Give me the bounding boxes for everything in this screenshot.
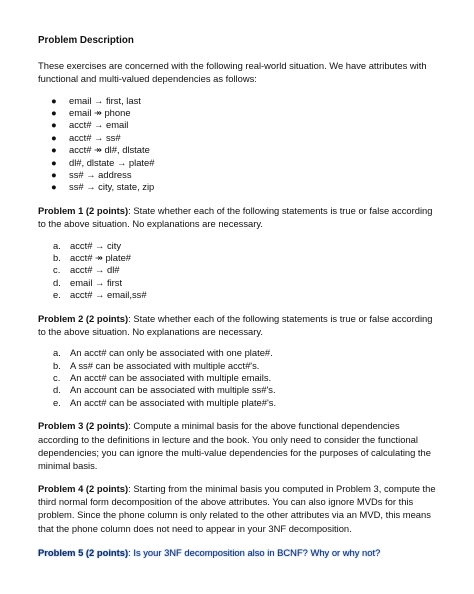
intro-paragraph: These exercises are concerned with the following real-world situation. We have attributes with functional and multi-valued dependencies as follows:: [38, 59, 427, 85]
list-item: d. An account can be associated with multiple ss#'s.: [53, 384, 276, 396]
list-item: ● dl#, dlstate → plate#: [51, 156, 155, 168]
list-item: ● ss# → address: [51, 169, 132, 181]
bullet-icon: ●: [51, 144, 57, 156]
bullet-icon: ●: [51, 181, 57, 193]
problem-1-prompt: Problem 1 (2 points): State whether each of the following statements is true or false according to the above situation. No explanations are necessary.: [38, 204, 433, 230]
list-item: d. email → first: [53, 276, 123, 288]
list-item: a. acct# → city: [53, 239, 122, 251]
list-item: c. acct# → dl#: [53, 264, 120, 276]
problem-1-statements: [38, 240, 440, 302]
list-item: ● acct# ↠ dl#, dlstate: [51, 144, 150, 156]
problem-5-heading: Problem 5 (2 points): [38, 547, 129, 559]
problem-1-heading: Problem 1 (2 points): [38, 204, 129, 216]
list-item: a. An acct# can only be associated with one plate#.: [53, 347, 273, 359]
problem-4-heading: Problem 4 (2 points): [38, 482, 129, 494]
problem-3-heading: Problem 3 (2 points): [38, 420, 129, 432]
bullet-icon: ●: [51, 107, 57, 118]
problem-5-prompt: Problem 5 (2 points): Is your 3NF decomposition also in BCNF? Why or why not?: [38, 547, 381, 559]
bullet-icon: ●: [51, 131, 57, 143]
problem-4-prompt: Problem 4 (2 points): Starting from the minimal basis you computed in Problem 3, compute the third normal form decomposition of the above attributes. You can also ignore MVDs for this problem. Since the phone column is only related to the other attributes via an MVD, this means that the phone column does not need to appear in your 3NF decomposition.: [38, 482, 436, 534]
list-item: e. acct# → email,ss#: [53, 289, 147, 301]
list-item: e. An acct# can be associated with multiple plate#'s.: [53, 396, 277, 408]
problem-2-statements: [38, 347, 440, 409]
bullet-icon: ●: [51, 169, 57, 181]
list-item: b. A ss# can be associated with multiple acct#'s.: [53, 359, 260, 371]
problem-3-prompt: Problem 3 (2 points): Compute a minimal basis for the above functional dependencies according to the definitions in lecture and the book. You only need to consider the functional dependencies; you can ignore the multi-value dependencies for the purposes of calculating the minimal basis.: [38, 420, 431, 472]
bullet-icon: ●: [51, 156, 57, 168]
problem-2-prompt: Problem 2 (2 points): State whether each of the following statements is true or false according to the above situation. No explanations are necessary.: [38, 312, 433, 337]
list-item: b. acct# ↠ plate#: [53, 251, 132, 263]
problem-2-heading: Problem 2 (2 points): [38, 312, 129, 324]
list-item: ● acct# → email: [51, 119, 129, 131]
dependency-list: [38, 95, 440, 194]
list-item: ● ss# → city, state, zip: [51, 181, 155, 193]
list-item: ● email ↠ phone: [51, 107, 131, 118]
bullet-icon: ●: [51, 94, 57, 106]
list-item: ● email → first, last: [51, 94, 141, 106]
document-page: [38, 34, 440, 559]
list-item: c. An acct# can be associated with multiple emails.: [53, 372, 272, 384]
page-title: Problem Description: [38, 35, 134, 46]
bullet-icon: ●: [51, 119, 57, 131]
list-item: ● acct# → ss#: [51, 131, 121, 143]
